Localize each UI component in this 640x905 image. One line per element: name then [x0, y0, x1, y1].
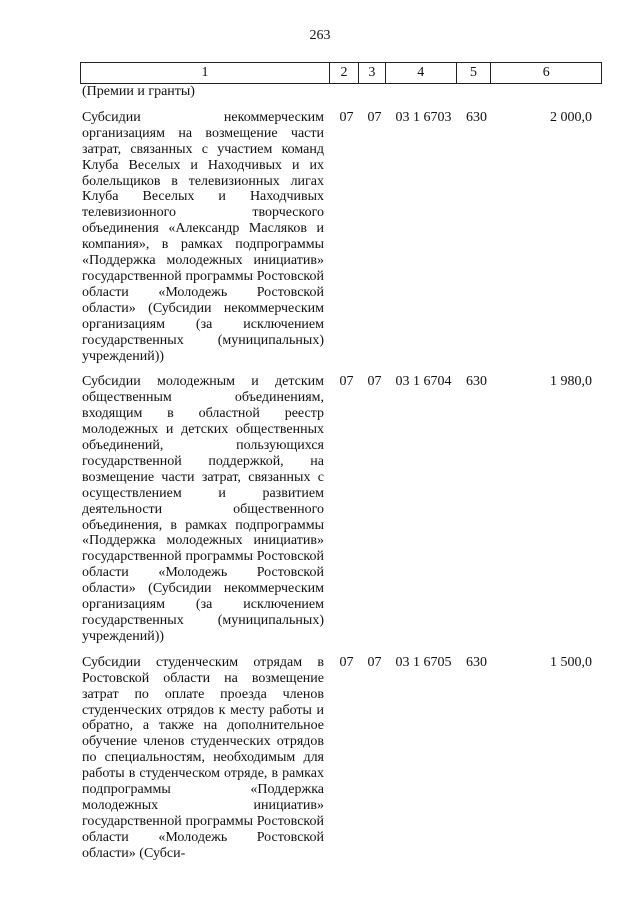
- header-cell-2: 2: [330, 63, 359, 83]
- header-cell-1: 1: [81, 63, 330, 83]
- row-amount: 1 500,0: [550, 654, 592, 670]
- row-expense-type: 630: [466, 109, 487, 125]
- row-expense-type: 630: [466, 654, 487, 670]
- row-description: Субсидии студенческим отрядам в Ростовской области на возмещение затрат по оплате проезда членов студенческих отрядов к месту работы и обратно, а также на дополнительное обучение членов студенческих отрядов по специальностям, необходимым для работы в студенческом отряде, в рамках подпрограммы «Поддержка молодежных инициатив» государственной программы Ростовской области «Молодежь Ростовской области» (Субси-: [82, 654, 324, 861]
- row-subsection-code: 07: [367, 109, 382, 125]
- row-section-code: 07: [339, 654, 354, 670]
- row-section-code: 07: [339, 374, 354, 390]
- row-subsection-code: 07: [367, 374, 382, 390]
- header-cell-5: 5: [457, 63, 492, 83]
- row-description: Субсидии молодежным и детским общественным объединениям, входящим в областной реестр молодежных и детских общественных объединений, пользующихся государственной поддержкой, на возмещение части затрат, связанных с осуществлением и развитием деятельности общественного объединения, в рамках подпрограммы «Поддержка молодежных инициатив» государственной программы Ростовской области «Молодежь Ростовской области» (Субсидии некоммерческим организациям (за исключением государственных (муниципальных) учреждений)): [82, 374, 324, 644]
- table-header: [80, 62, 602, 84]
- header-cell-6: 6: [542, 65, 550, 80]
- row-section-code: 07: [339, 109, 354, 125]
- header-cell-3: 3: [359, 63, 386, 83]
- row-subsection-code: 07: [367, 654, 382, 670]
- row-description: Субсидии некоммерческим организациям на возмещение части затрат, связанных с участием команд Клуба Веселых и Находчивых и их болельщиков в телевизионных лигах Клуба Веселых и Находчивых телевизионного творческого объединения «Александр Масляков и компания», в рамках подпрограммы «Поддержка молодежных инициатив» государственной программы Ростовской области «Молодежь Ростовской области» (Субсидии некоммерческим организациям (за исключением государственных (муниципальных) учреждений)): [82, 109, 324, 364]
- page-number: 263: [309, 28, 331, 43]
- table-row: [80, 374, 602, 644]
- table-body: [80, 84, 602, 862]
- section-title: (Премии и гранты): [82, 84, 195, 99]
- row-expense-type: 630: [466, 374, 487, 390]
- row-target-code: 03 1 6704: [395, 374, 452, 390]
- table-row: [80, 110, 602, 365]
- row-target-code: 03 1 6705: [395, 654, 452, 670]
- header-cell-4: 4: [386, 63, 457, 83]
- row-amount: 1 980,0: [550, 374, 592, 390]
- row-target-code: 03 1 6703: [395, 109, 452, 125]
- table-row: [80, 655, 602, 862]
- row-amount: 2 000,0: [550, 109, 592, 125]
